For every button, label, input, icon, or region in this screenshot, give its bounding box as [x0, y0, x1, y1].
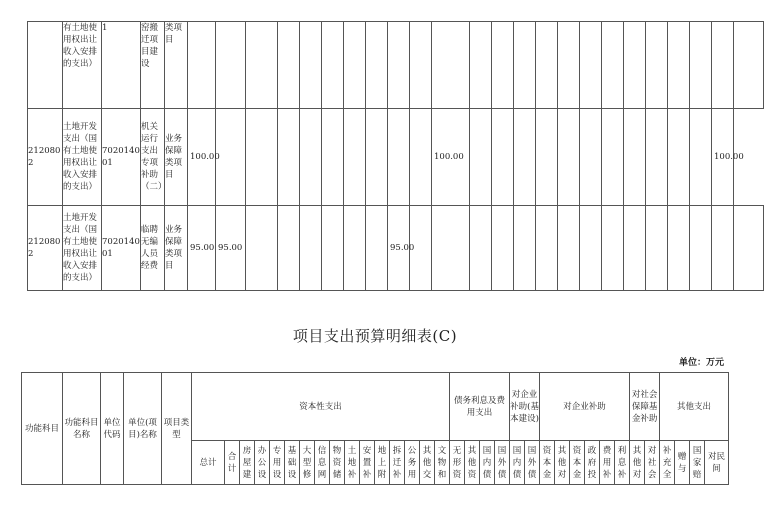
table-row: [28, 22, 764, 109]
header-func-code: 功能科目: [22, 373, 63, 485]
header-sub: 补充全: [660, 441, 675, 485]
table-row: [28, 206, 764, 291]
header-sub: 大型修: [300, 441, 315, 485]
header-sub: 赠与: [675, 441, 690, 485]
header-sub: 合计: [225, 441, 240, 485]
project-type-cell: 业务保障类项目: [165, 109, 188, 206]
header-sub: 利息补: [615, 441, 630, 485]
header-sub: 国外债: [525, 441, 540, 485]
header-func-name: 功能科目名称: [63, 373, 101, 485]
func-code-cell: [28, 22, 63, 109]
unit-code-cell: 702014001: [102, 206, 141, 291]
header-sub: 其他对: [630, 441, 645, 485]
value-cell: 95.00: [388, 206, 410, 291]
budget-detail-table-header: [21, 372, 729, 485]
header-sub: 其他对: [555, 441, 570, 485]
table-row: [28, 109, 764, 206]
header-sub: 国家赔: [690, 441, 705, 485]
header-sub: 国内债: [480, 441, 495, 485]
header-other-expenditure: 其他支出: [660, 373, 729, 441]
header-unit-code: 单位代码: [101, 373, 124, 485]
header-sub: 资本金: [540, 441, 555, 485]
header-sub: 房屋建: [240, 441, 255, 485]
header-sub: 土地补: [345, 441, 360, 485]
unit-code-cell: 1: [102, 22, 141, 109]
project-name-cell: 临聘无编人员经费: [141, 206, 165, 291]
func-name-cell: 土地开发支出（国有土地使用权出让收入安排的支出）: [63, 109, 102, 206]
header-sub: 对民间: [705, 441, 729, 485]
header-sub: 费用补: [600, 441, 615, 485]
header-capital-expenditure: 资本性支出: [192, 373, 450, 441]
header-sub: 专用设: [270, 441, 285, 485]
header-sub: 信息网: [315, 441, 330, 485]
project-name-cell: 机关运行支出专项补助（二）: [141, 109, 165, 206]
func-name-cell: 土地开发支出（国有土地使用权出让收入安排的支出）: [63, 206, 102, 291]
func-name-cell: 有土地使用权出让收入安排的支出）: [63, 22, 102, 109]
header-sub: 安置补: [360, 441, 375, 485]
header-sub: 办公设: [255, 441, 270, 485]
header-sub: 物资储: [330, 441, 345, 485]
unit-label: 单位：万元: [678, 358, 724, 368]
header-sub: 公务用: [405, 441, 420, 485]
total-cell: 95.00: [188, 206, 216, 291]
header-debt-interest: 债务利息及费用支出: [450, 373, 510, 441]
header-corp-subsidy-capital: 对企业补助(基本建设): [510, 373, 540, 441]
header-corp-subsidy: 对企业补助: [540, 373, 630, 441]
header-sub: 其他资: [465, 441, 480, 485]
header-sub: 拆迁补: [390, 441, 405, 485]
header-sub: 其他交: [420, 441, 435, 485]
header-sub: 地上附: [375, 441, 390, 485]
total-cell: 100.00: [188, 109, 216, 206]
project-type-cell: 业务保障类项目: [165, 206, 188, 291]
value-cell: 100.00: [712, 109, 734, 206]
header-sub: 国外债: [495, 441, 510, 485]
budget-detail-table-continued: [27, 21, 764, 291]
header-sub: 基础设: [285, 441, 300, 485]
value-cell: 100.00: [432, 109, 470, 206]
project-name-cell: 窑搬迁项目建设: [141, 22, 165, 109]
header-total: 总计: [192, 441, 225, 485]
func-code-cell: 2120802: [28, 206, 63, 291]
header-sub: 对社会: [645, 441, 660, 485]
func-code-cell: 2120802: [28, 109, 63, 206]
header-sub: 资本金: [570, 441, 585, 485]
subtotal-cell: 95.00: [216, 206, 246, 291]
header-sub: 国内债: [510, 441, 525, 485]
header-unit-name: 单位(项目)名称: [124, 373, 162, 485]
page-title: 项目支出预算明细表(C): [292, 327, 458, 345]
subtotal-cell: [216, 109, 246, 206]
unit-code-cell: 702014001: [102, 109, 141, 206]
header-sub: 政府投: [585, 441, 600, 485]
project-type-cell: 类项目: [165, 22, 188, 109]
header-social-security-fund: 对社会保障基金补助: [630, 373, 660, 441]
header-sub: 无形资: [450, 441, 465, 485]
header-project-type: 项目类型: [162, 373, 192, 485]
header-sub: 文物和: [435, 441, 450, 485]
